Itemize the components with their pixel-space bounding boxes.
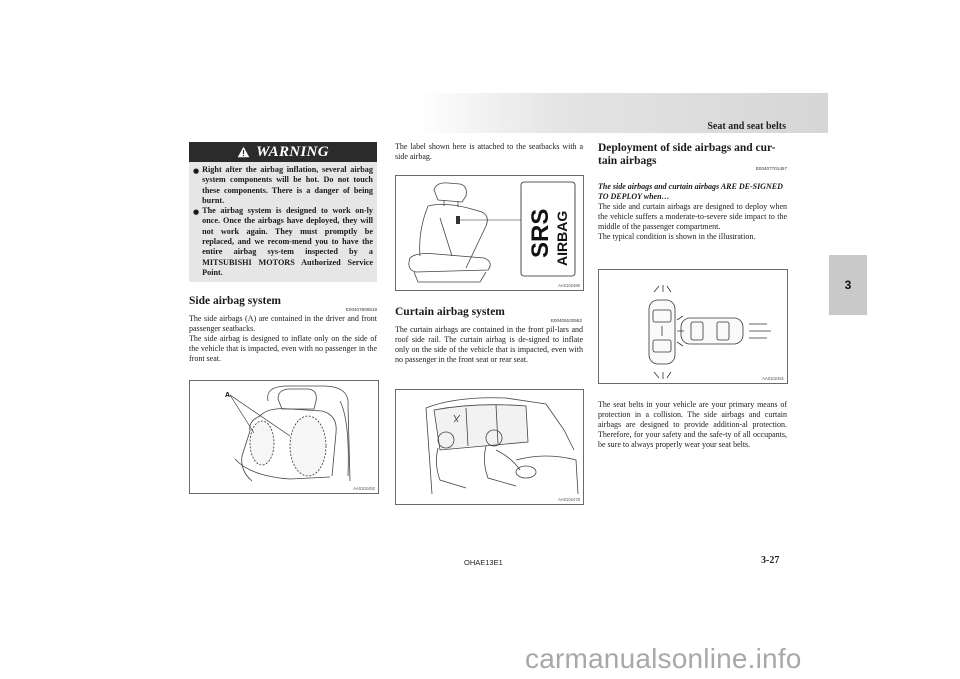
curtain-airbag-text: The curtain airbags are contained in the front pil-lars and roof side rail. The curtain airbag is de-signed to inflate only on the side of the vehicle that is impacted, even with no passenger in the front seat or rear seat.: [395, 325, 583, 364]
deployment-figure: [598, 269, 788, 384]
watermark: carmanualsonline.info: [525, 643, 802, 674]
figure-code: AA0102485: [558, 283, 580, 288]
paragraph: The typical condition is shown in the illustration.: [598, 232, 756, 241]
warning-header: [189, 142, 377, 162]
chapter-tab: 3: [829, 255, 867, 315]
deployment-subheading: The side airbags and curtain airbags ARE DE-SIGNED TO DEPLOY when…: [598, 182, 783, 201]
paragraph: The side airbags (A) are contained in the driver and front passenger seatbacks.: [189, 314, 377, 333]
curtain-airbag-heading: Curtain airbag system: [395, 306, 505, 318]
srs-label-figure: [395, 175, 584, 291]
curtain-airbag-code: E00409100562: [550, 318, 582, 323]
closing-text: The seat belts in your vehicle are your primary means of protection in a collision. The side airbags and curtain airbags are designed to provide addition-al protection. Therefore, for your safety and the safe-ty of all occupants, be sure to always properly wear your seat belts.: [598, 400, 787, 449]
label-intro-text: The label shown here is attached to the seatbacks with a side airbag.: [395, 142, 583, 161]
curtain-airbag-figure: [395, 389, 584, 505]
callout-label-a: A: [225, 392, 231, 399]
curtain-airbag-illustration: [396, 390, 583, 504]
srs-text: SRS: [527, 208, 554, 258]
seat-label-illustration: [396, 176, 583, 290]
side-airbag-text: [189, 314, 377, 364]
paragraph: The side airbag is designed to inflate only on the side of the vehicle that is impacted, even with no passenger in the front seat.: [189, 334, 377, 363]
figure-code: AA0102478: [558, 497, 580, 502]
side-airbag-code: E00407600518: [345, 307, 377, 312]
deployment-text: [598, 182, 787, 242]
figure-code: AA0102481: [762, 376, 784, 381]
warning-item-text: The airbag system is designed to work on-ly once. Once the airbags have deployed, they will not work again. They must promptly be replaced, and we recom-mend you to have the entire airbag sys-tem inspected by a MITSUBISHI MOTORS Authorized Service Point.: [202, 206, 373, 277]
bullet-icon: ●: [193, 208, 200, 217]
airbag-text: AIRBAG: [554, 210, 570, 266]
deployment-code: E00407701457: [755, 166, 787, 171]
section-title: Seat and seat belts: [707, 121, 786, 132]
side-airbag-figure: [189, 380, 379, 494]
side-airbag-heading: Side airbag system: [189, 295, 281, 307]
side-impact-illustration: [599, 270, 787, 383]
warning-item: [193, 206, 373, 278]
warning-triangle-icon: [237, 146, 250, 158]
bullet-icon: ●: [193, 167, 200, 175]
paragraph: The side and curtain airbags are designed to deploy when the vehicle suffers a moderate-to-severe side impact to the middle of the passenger compartment.: [598, 202, 787, 231]
warning-item: [193, 165, 373, 206]
figure-code: AA0102492: [353, 486, 375, 491]
warning-title: WARNING: [256, 143, 329, 160]
warning-box: [189, 142, 377, 282]
page-number: 3-27: [761, 555, 780, 566]
side-airbag-illustration: [190, 381, 378, 493]
doc-code: OHAE13E1: [464, 558, 503, 567]
warning-item-text: Right after the airbag inflation, several airbag system components will be hot. Do not touch these components. There is a danger of being burnt.: [202, 165, 373, 205]
deployment-heading: Deployment of side airbags and cur-tain airbags: [598, 142, 776, 167]
